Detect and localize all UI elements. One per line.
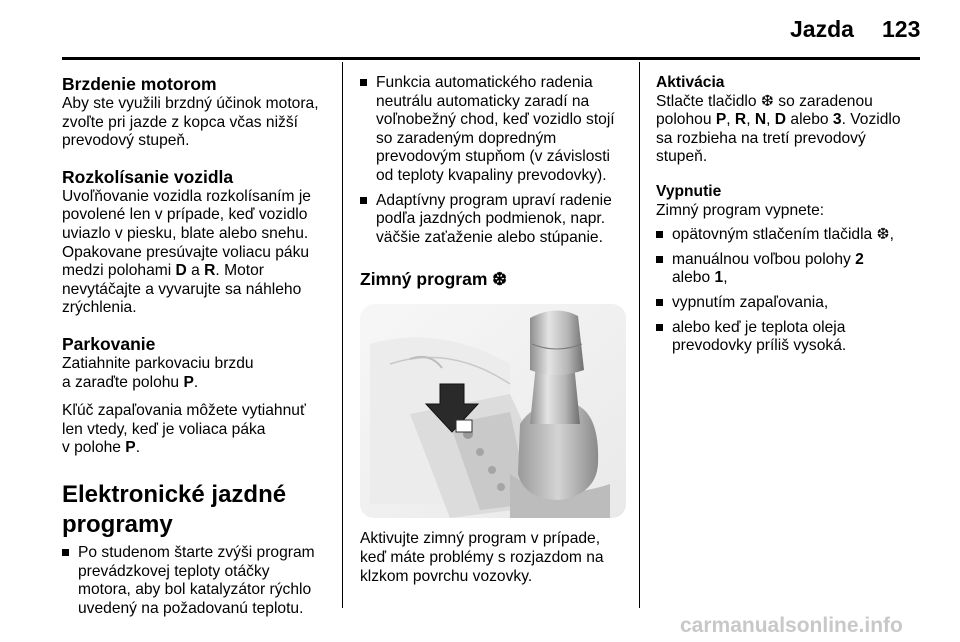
heading-parking: Parkovanie <box>62 333 156 354</box>
snowflake-icon: ❆ <box>492 269 507 290</box>
bullet-marker <box>62 549 69 556</box>
column-divider-right <box>639 62 640 608</box>
bullet-press-button: opätovným stlačením tlačidla ❆, <box>656 226 928 245</box>
bullet-oil-temperature: alebo keď je teplota oleja prevodovky príliš vysoká. <box>656 319 928 356</box>
bullet-marker <box>656 324 663 331</box>
paragraph-activation: Stlačte tlačidlo ❆ so zaradenou polohou P, R, N, D alebo 3. Vozidlo sa rozbieha na tretí prevodový stupeň. <box>656 92 901 166</box>
watermark: carmanualsonline.info <box>680 614 903 637</box>
heading-rocking: Rozkolísanie vozidla <box>62 166 234 187</box>
bullet-cold-start: Po studenom štarte zvýši program prevádzkovej teploty otáčky motora, aby bol katalyzátor rýchlo uvedený na požadovanú teplotu. <box>62 544 334 618</box>
paragraph-parking-2: Kľúč zapaľovania môžete vytiahnuť len vtedy, keď je voliaca páka v polohe P. <box>62 402 306 457</box>
column-divider-left <box>342 62 343 608</box>
snowflake-icon: ❆ <box>760 92 774 110</box>
bullet-ignition-off: vypnutím zapaľovania, <box>656 294 928 313</box>
bullet-adaptive: Adaptívny program upraví radenie podľa jazdných podmienok, napr. väčšie zaťaženie alebo stúpanie. <box>360 192 632 248</box>
gear-selector-figure <box>360 304 626 518</box>
gear-selector-illustration <box>360 304 626 518</box>
snowflake-icon: ❆ <box>876 226 890 244</box>
heading-electronic-programs: Elektronické jazdné programy <box>62 480 287 538</box>
header-rule <box>62 57 920 60</box>
heading-engine-braking: Brzdenie motorom <box>62 74 217 94</box>
page-number: 123 <box>882 16 921 42</box>
column-3 <box>656 74 928 356</box>
bullet-marker <box>656 231 663 238</box>
paragraph-engine-braking: Aby ste využili brzdný účinok motora, zvoľte pri jazde z kopca včas nižší prevodový stupeň. <box>62 95 319 150</box>
bullet-auto-neutral: Funkcia automatického radenia neutrálu automaticky zaradí na voľnobežný chod, keď vozidlo stojí so zaradeným dopredným prevodovým stupňom (v závislosti od teploty kvapaliny prevodovky). <box>360 74 632 186</box>
bullet-marker <box>656 256 663 263</box>
heading-activation: Aktivácia <box>656 74 725 91</box>
paragraph-deactivation-intro: Zimný program vypnete: <box>656 201 825 219</box>
bullet-marker <box>360 197 367 204</box>
bullet-marker <box>360 79 367 86</box>
paragraph-rocking: Uvoľňovanie vozidla rozkolísaním je povolené len v prípade, keď vozidlo uviazlo v piesku, blate alebo snehu. Opakovane presúvajte voliacu páku medzi polohami D a R. Motor nevytáčajte a vyvarujte sa náhleho zrýchlenia. <box>62 187 311 317</box>
bullet-marker <box>656 299 663 306</box>
column-1 <box>62 74 334 618</box>
header-title: Jazda <box>790 16 854 42</box>
heading-winter-program: Zimný program ❆ <box>360 269 507 290</box>
figure-caption: Aktivujte zimný program v prípade, keď máte problémy s rozjazdom na klzkom povrchu vozovky. <box>360 530 604 585</box>
column-2 <box>360 74 632 586</box>
heading-deactivation: Vypnutie <box>656 182 722 200</box>
paragraph-parking-1: Zatiahnite parkovaciu brzdu a zaraďte polohu P. <box>62 354 254 391</box>
bullet-manual-selection: manuálnou voľbou polohy 2 alebo 1, <box>656 251 928 288</box>
